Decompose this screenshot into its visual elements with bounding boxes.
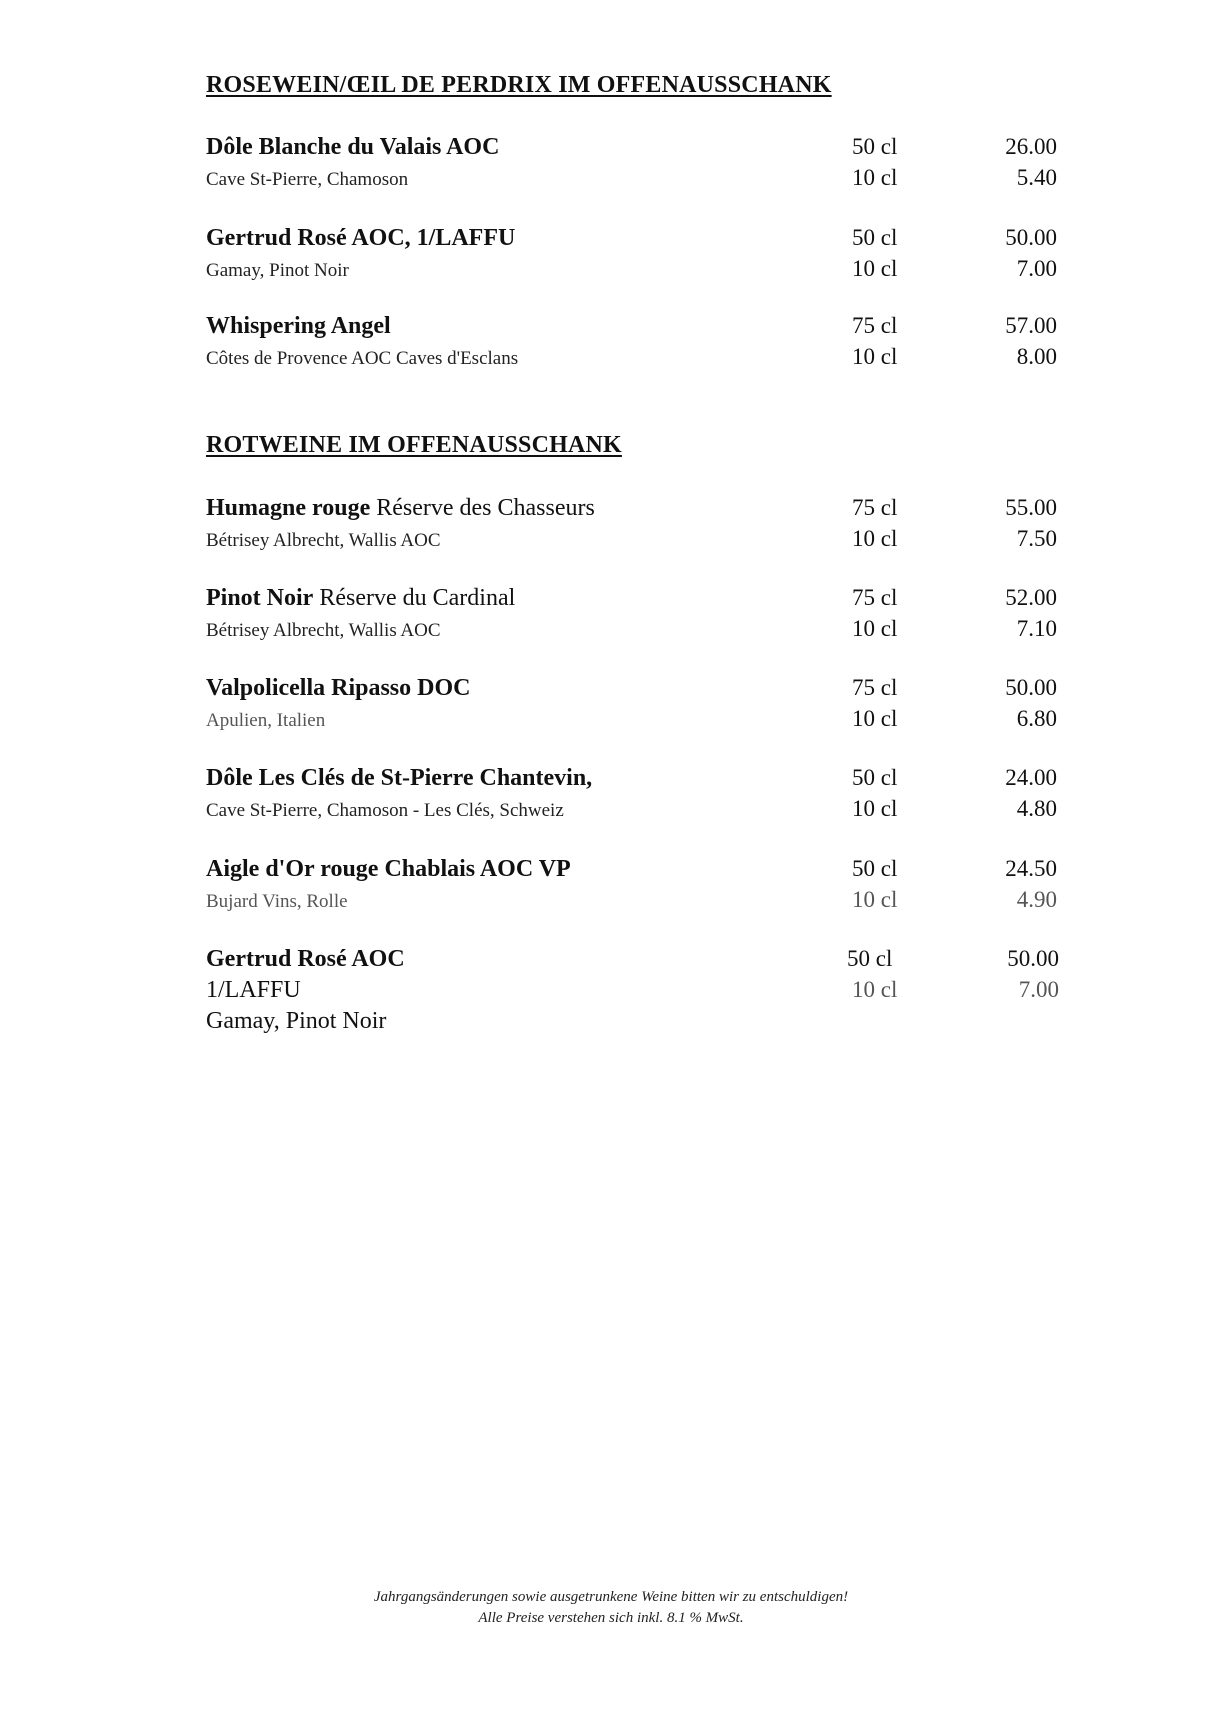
wine-name <box>206 675 470 702</box>
price-large: 52.00 <box>1005 585 1057 610</box>
wine-grapes: Gamay, Pinot Noir <box>206 1008 387 1034</box>
wine-entry-dole-blanche <box>0 134 1222 206</box>
wine-producer: Cave St-Pierre, Chamoson <box>206 169 409 190</box>
wine-name-bold: Gertrud Rosé AOC, 1/LAFFU <box>206 225 516 251</box>
volume-glass: 10 cl <box>852 344 898 369</box>
wine-entry-gertrud-rose <box>0 225 1222 297</box>
volume-glass: 10 cl <box>852 165 898 190</box>
volume-large: 75 cl <box>852 313 898 338</box>
price-large: 50.00 <box>1007 946 1059 971</box>
wine-name-bold: Dôle Les Clés de St-Pierre Chantevin, <box>206 765 593 791</box>
wine-entry-humagne-rouge <box>0 495 1222 567</box>
price-glass: 5.40 <box>1016 165 1057 190</box>
volume-large: 75 cl <box>852 675 898 700</box>
wine-name-bold: Humagne rouge <box>206 495 371 521</box>
volume-glass: 10 cl <box>852 887 898 912</box>
wine-name <box>206 225 515 252</box>
volume-large: 75 cl <box>852 585 898 610</box>
wine-name <box>206 313 391 340</box>
footer-note <box>0 1587 1222 1629</box>
volume-glass: 10 cl <box>852 256 898 281</box>
price-glass: 4.90 <box>1016 887 1057 912</box>
wine-entry-pinot-noir <box>0 585 1222 657</box>
volume-large: 75 cl <box>852 495 898 520</box>
volume-glass: 10 cl <box>852 977 898 1002</box>
wine-name-bold: Aigle d'Or rouge Chablais AOC VP <box>206 856 571 882</box>
section-title-rotweine: ROTWEINE IM OFFENAUSSCHANK <box>206 432 622 458</box>
price-large: 57.00 <box>1005 313 1057 338</box>
price-glass: 8.00 <box>1016 344 1057 369</box>
section-title-rosewein: ROSEWEIN/ŒIL DE PERDRIX IM OFFENAUSSCHANK <box>206 72 832 98</box>
wine-edition: 1/LAFFU <box>206 977 301 1003</box>
wine-name-bold: Gertrud Rosé AOC <box>206 946 405 972</box>
wine-entry-whispering-angel <box>0 313 1222 385</box>
volume-large: 50 cl <box>852 856 898 881</box>
price-glass: 7.10 <box>1016 616 1057 641</box>
wine-name <box>206 765 592 792</box>
wine-name-rest: Réserve du Cardinal <box>313 585 516 611</box>
wine-producer: Apulien, Italien <box>206 710 326 731</box>
price-glass: 6.80 <box>1016 706 1057 731</box>
wine-entry-dole-les-cles <box>0 765 1222 837</box>
wine-entry-gertrud-rose-red <box>0 946 1222 1046</box>
price-glass: 7.50 <box>1016 526 1057 551</box>
wine-name-bold: Pinot Noir <box>206 585 314 611</box>
volume-large: 50 cl <box>852 765 898 790</box>
wine-producer: Bétrisey Albrecht, Wallis AOC <box>206 530 441 551</box>
volume-large: 50 cl <box>852 225 898 250</box>
price-large: 26.00 <box>1005 134 1057 159</box>
volume-glass: 10 cl <box>852 616 898 641</box>
price-large: 24.50 <box>1005 856 1057 881</box>
volume-large: 50 cl <box>847 946 893 971</box>
volume-glass: 10 cl <box>852 796 898 821</box>
wine-name-bold: Whispering Angel <box>206 313 391 339</box>
price-glass: 4.80 <box>1016 796 1057 821</box>
price-glass: 7.00 <box>1016 256 1057 281</box>
price-large: 50.00 <box>1005 225 1057 250</box>
wine-name-bold: Dôle Blanche du Valais AOC <box>206 134 500 160</box>
wine-name <box>206 946 405 973</box>
price-glass: 7.00 <box>1018 977 1059 1002</box>
wine-producer: Bujard Vins, Rolle <box>206 891 348 912</box>
wine-name-bold: Valpolicella Ripasso DOC <box>206 675 471 701</box>
price-large: 55.00 <box>1005 495 1057 520</box>
wine-entry-aigle-dor <box>0 856 1222 928</box>
wine-producer: Cave St-Pierre, Chamoson - Les Clés, Schweiz <box>206 800 564 821</box>
wine-producer: Gamay, Pinot Noir <box>206 260 349 281</box>
footer-line-vintage: Jahrgangsänderungen sowie ausgetrunkene Weine bitten wir zu entschuldigen! <box>373 1589 849 1605</box>
price-large: 50.00 <box>1005 675 1057 700</box>
wine-name <box>206 134 499 161</box>
wine-producer: Côtes de Provence AOC Caves d'Esclans <box>206 348 519 369</box>
footer-line-vat: Alle Preise verstehen sich inkl. 8.1 % MwSt. <box>478 1610 744 1626</box>
price-large: 24.00 <box>1005 765 1057 790</box>
wine-name <box>206 856 571 883</box>
volume-glass: 10 cl <box>852 706 898 731</box>
wine-producer: Bétrisey Albrecht, Wallis AOC <box>206 620 441 641</box>
volume-large: 50 cl <box>852 134 898 159</box>
wine-name <box>206 495 595 522</box>
volume-glass: 10 cl <box>852 526 898 551</box>
wine-entry-valpolicella <box>0 675 1222 747</box>
wine-name-rest: Réserve des Chasseurs <box>370 495 595 521</box>
wine-name <box>206 585 515 612</box>
